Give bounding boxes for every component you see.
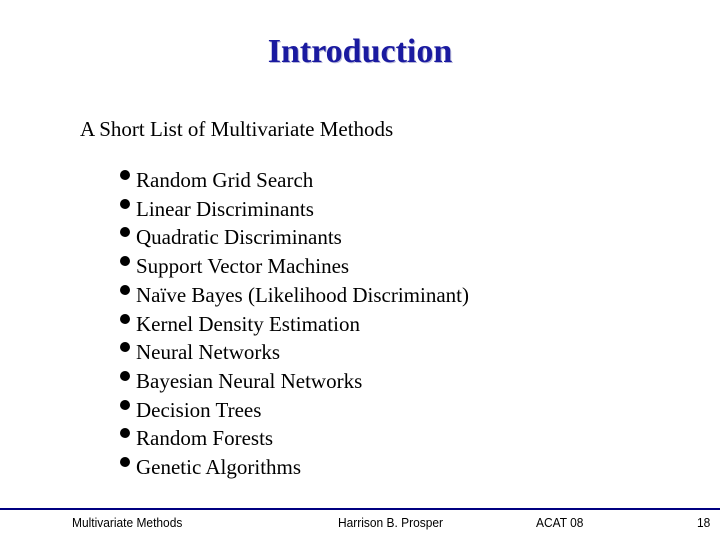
bullet-icon [120,314,130,324]
bullet-icon [120,285,130,295]
footer-talk-title: Multivariate Methods [72,515,183,530]
footer-page-number: 18 [697,515,711,530]
slide-subtitle: A Short List of Multivariate Methods [80,117,394,141]
bullet-text: Bayesian Neural Networks [136,368,363,393]
list-item [120,310,469,339]
bullet-text: Kernel Density Estimation [136,311,360,336]
footer-divider [0,508,720,510]
bullet-text: Linear Discriminants [136,196,314,221]
bullet-icon [120,256,130,266]
bullet-text: Random Grid Search [136,168,314,192]
list-item [120,338,469,367]
bullet-text: Neural Networks [136,340,281,365]
bullet-icon [120,227,130,237]
bullet-text: Naïve Bayes (Likelihood Discriminant) [136,282,469,307]
list-item [120,252,469,281]
footer-author: Harrison B. Prosper [338,515,444,530]
bullet-list [120,166,469,482]
list-item [120,453,469,482]
bullet-icon [120,428,130,438]
bullet-text: Decision Trees [136,397,262,422]
bullet-text: Random Forests [136,426,274,451]
bullet-icon [120,400,130,410]
footer-conference: ACAT 08 [536,515,584,530]
bullet-text: Quadratic Discriminants [136,225,342,250]
bullet-icon [120,371,130,381]
bullet-icon [120,342,130,352]
list-item [120,396,469,425]
list-item [120,424,469,453]
list-item [120,281,469,310]
bullet-icon [120,199,130,209]
list-item [120,166,469,195]
slide-title: Introduction [267,33,453,70]
bullet-text: Support Vector Machines [136,254,350,279]
bullet-icon [120,457,130,467]
list-item [120,367,469,396]
bullet-text: Genetic Algorithms [136,455,302,480]
bullet-icon [120,170,130,180]
list-item [120,195,469,224]
list-item [120,223,469,252]
